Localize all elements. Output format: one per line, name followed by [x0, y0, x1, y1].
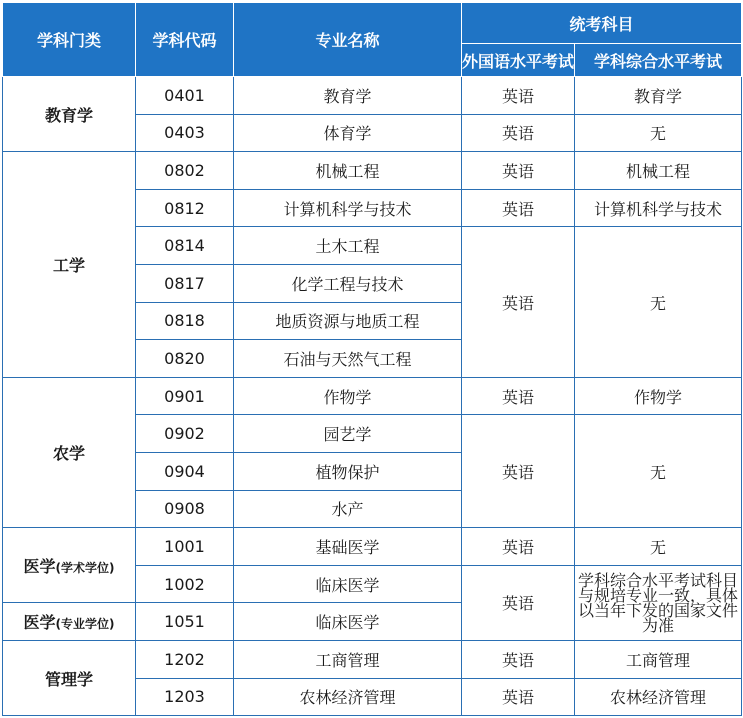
major-cell: 临床医学 [234, 565, 462, 603]
major-cell: 石油与天然气工程 [234, 340, 462, 378]
header-comprehensive: 学科综合水平考试 [575, 44, 742, 77]
language-cell: 英语 [462, 565, 575, 640]
table-row [3, 152, 742, 190]
comprehensive-cell: 无 [575, 227, 742, 377]
major-cell: 植物保护 [234, 452, 462, 490]
language-cell: 英语 [462, 189, 575, 227]
major-cell: 教育学 [234, 77, 462, 115]
major-cell: 水产 [234, 490, 462, 528]
language-cell: 英语 [462, 415, 575, 528]
exam-subjects-table [2, 2, 742, 716]
category-medicine-professional-tag: (专业学位) [55, 617, 115, 632]
language-cell: 英语 [462, 227, 575, 377]
code-cell: 0820 [136, 340, 234, 378]
code-cell: 0814 [136, 227, 234, 265]
category-engineering: 工学 [3, 152, 136, 378]
major-cell: 土木工程 [234, 227, 462, 265]
major-cell: 临床医学 [234, 603, 462, 641]
code-cell: 0818 [136, 302, 234, 340]
major-cell: 化学工程与技术 [234, 264, 462, 302]
language-cell: 英语 [462, 640, 575, 678]
language-cell: 英语 [462, 152, 575, 190]
comprehensive-cell: 作物学 [575, 377, 742, 415]
code-cell: 0401 [136, 77, 234, 115]
comprehensive-cell: 无 [575, 114, 742, 152]
code-cell: 1001 [136, 528, 234, 566]
header-language: 外国语水平考试 [462, 44, 575, 77]
table-row [3, 528, 742, 566]
major-cell: 农林经济管理 [234, 678, 462, 716]
category-medicine-label: 医学 [23, 613, 56, 633]
code-cell: 0908 [136, 490, 234, 528]
medical-note-cell: 学科综合水平考试科目与规培专业一致，具体以当年下发的国家文件为准 [575, 565, 742, 640]
category-medicine-label: 医学 [23, 556, 56, 576]
major-cell: 计算机科学与技术 [234, 189, 462, 227]
comprehensive-cell: 机械工程 [575, 152, 742, 190]
category-management: 管理学 [3, 640, 136, 715]
code-cell: 1202 [136, 640, 234, 678]
table-row [3, 640, 742, 678]
major-cell: 基础医学 [234, 528, 462, 566]
header-exam: 统考科目 [462, 3, 742, 44]
table-row [3, 377, 742, 415]
category-medicine-academic [3, 528, 136, 603]
code-cell: 0403 [136, 114, 234, 152]
language-cell: 英语 [462, 528, 575, 566]
major-cell: 工商管理 [234, 640, 462, 678]
header-major: 专业名称 [234, 3, 462, 77]
header-code: 学科代码 [136, 3, 234, 77]
code-cell: 0812 [136, 189, 234, 227]
language-cell: 英语 [462, 114, 575, 152]
header-category: 学科门类 [3, 3, 136, 77]
category-medicine-academic-tag: (学术学位) [55, 560, 115, 575]
code-cell: 0802 [136, 152, 234, 190]
table-row [3, 77, 742, 115]
category-education: 教育学 [3, 77, 136, 152]
major-cell: 体育学 [234, 114, 462, 152]
code-cell: 0817 [136, 264, 234, 302]
code-cell: 0904 [136, 452, 234, 490]
category-agriculture: 农学 [3, 377, 136, 527]
major-cell: 园艺学 [234, 415, 462, 453]
code-cell: 1051 [136, 603, 234, 641]
language-cell: 英语 [462, 678, 575, 716]
comprehensive-cell: 教育学 [575, 77, 742, 115]
major-cell: 机械工程 [234, 152, 462, 190]
category-medicine-professional [3, 603, 136, 641]
comprehensive-cell: 计算机科学与技术 [575, 189, 742, 227]
major-cell: 地质资源与地质工程 [234, 302, 462, 340]
code-cell: 0901 [136, 377, 234, 415]
comprehensive-cell: 农林经济管理 [575, 678, 742, 716]
comprehensive-cell: 无 [575, 528, 742, 566]
major-cell: 作物学 [234, 377, 462, 415]
code-cell: 1203 [136, 678, 234, 716]
comprehensive-cell: 无 [575, 415, 742, 528]
code-cell: 1002 [136, 565, 234, 603]
comprehensive-cell: 工商管理 [575, 640, 742, 678]
language-cell: 英语 [462, 377, 575, 415]
code-cell: 0902 [136, 415, 234, 453]
language-cell: 英语 [462, 77, 575, 115]
